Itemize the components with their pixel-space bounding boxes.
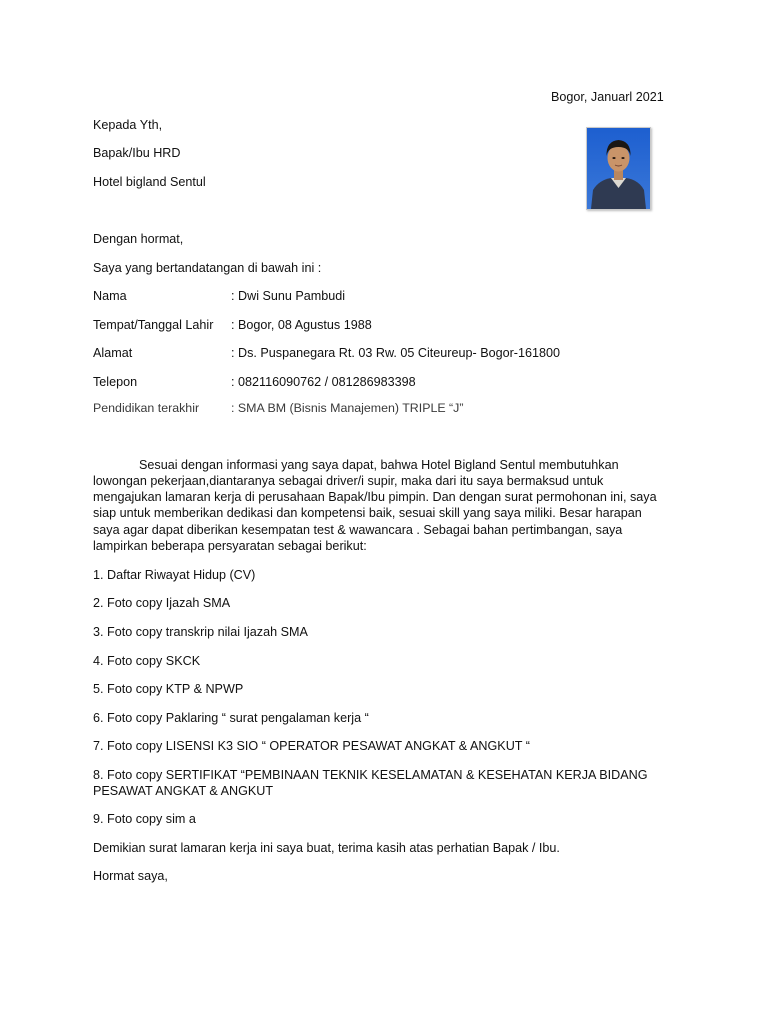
body-line-2: lowongan pekerjaan,diantaranya sebagai driver/i supir, maka dari itu saya bermaksud untuk [93,474,604,488]
detail-label-ttl: Tempat/Tanggal Lahir [93,318,214,332]
detail-label-telepon: Telepon [93,375,138,389]
detail-value-nama: : Dwi Sunu Pambudi [231,289,346,303]
recipient-line-1: Kepada Yth, [93,118,163,132]
detail-label-alamat: Alamat [93,346,133,360]
attachment-item: 5. Foto copy KTP & NPWP [93,682,244,696]
attachment-item: 4. Foto copy SKCK [93,654,201,668]
greeting: Dengan hormat, [93,232,184,246]
detail-label-nama: Nama [93,289,127,303]
body-line-6: lampirkan beberapa persyaratan sebagai berikut: [93,539,367,553]
detail-value-telepon: : 082116090762 / 081286983398 [231,375,416,389]
attachment-item: 1. Daftar Riwayat Hidup (CV) [93,568,256,582]
recipient-line-2: Bapak/Ibu HRD [93,146,181,160]
body-line-1: Sesuai dengan informasi yang saya dapat, bahwa Hotel Bigland Sentul membutuhkan [139,458,619,472]
detail-label-pendidikan: Pendidikan terakhir [93,401,200,415]
detail-value-alamat: : Ds. Puspanegara Rt. 03 Rw. 05 Citeureup- Bogor-161800 [231,346,561,360]
detail-value-ttl: : Bogor, 08 Agustus 1988 [231,318,372,332]
attachment-item: 7. Foto copy LISENSI K3 SIO “ OPERATOR PESAWAT ANGKAT & ANGKUT “ [93,739,530,753]
closing-text: Demikian surat lamaran kerja ini saya buat, terima kasih atas perhatian Bapak / Ibu. [93,841,560,855]
attachment-item-continued: PESAWAT ANGKAT & ANGKUT [93,784,274,798]
letter-date: Bogor, Januarl 2021 [551,90,664,104]
body-line-5: saya agar dapat diberikan kesempatan test & wawancara . Sebagai bahan pertimbangan, saya [93,523,623,537]
recipient-line-3: Hotel bigland Sentul [93,175,206,189]
applicant-photo [586,127,651,210]
attachment-item: 6. Foto copy Paklaring “ surat pengalaman kerja “ [93,711,369,725]
detail-value-pendidikan: : SMA BM (Bisnis Manajemen) TRIPLE “J” [231,401,464,415]
body-line-3: mengajukan lamaran kerja di perusahaan Bapak/Ibu pimpin. Dan dengan surat permohonan ini, saya [93,490,657,504]
attachment-item: 3. Foto copy transkrip nilai Ijazah SMA [93,625,308,639]
attachment-item: 8. Foto copy SERTIFIKAT “PEMBINAAN TEKNIK KESELAMATAN & KESEHATAN KERJA BIDANG [93,768,648,782]
intro-text: Saya yang bertandatangan di bawah ini : [93,261,322,275]
body-line-4: siap untuk memberikan dedikasi dan kompetensi baik, sesuai skill yang saya miliki. Besar harapan [93,506,642,520]
signoff-text: Hormat saya, [93,869,168,883]
attachment-item: 9. Foto copy sim a [93,812,196,826]
attachment-item: 2. Foto copy Ijazah SMA [93,596,231,610]
portrait-image [587,128,650,209]
